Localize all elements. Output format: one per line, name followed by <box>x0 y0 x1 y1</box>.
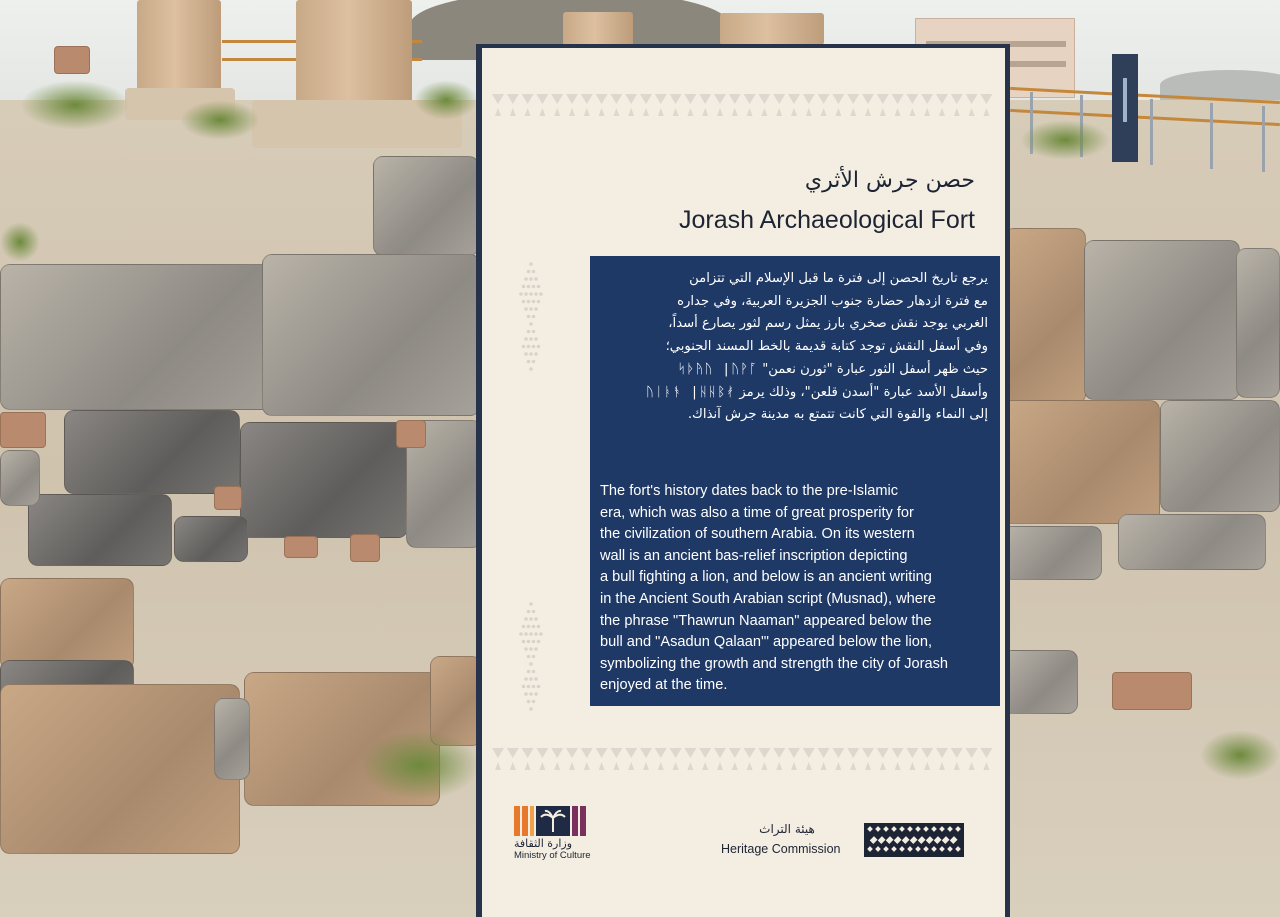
triangle-ornament <box>847 748 859 770</box>
information-sign <box>482 48 1005 917</box>
english-line: era, which was also a time of great prosperity for <box>600 504 914 521</box>
triangle-ornament <box>507 748 519 770</box>
motif-dot <box>527 685 531 689</box>
stone-block <box>240 422 408 538</box>
stone-block <box>1236 248 1280 398</box>
triangle-ornament <box>729 748 741 770</box>
sandstone-block <box>0 684 240 854</box>
brick-stack <box>54 46 90 74</box>
stone-column <box>720 13 824 45</box>
triangle-ornament <box>862 748 874 770</box>
stone-block <box>1118 514 1266 570</box>
triangle-ornament <box>684 94 696 116</box>
triangle-ornament <box>566 94 578 116</box>
triangle-ornament <box>640 748 652 770</box>
motif-dot <box>532 345 536 349</box>
triangle-ornament <box>788 748 800 770</box>
triangle-ornament <box>906 748 918 770</box>
motif-dot <box>529 307 533 311</box>
english-line: the phrase "Thawrun Naaman" appeared below the <box>600 612 932 629</box>
diamond-motif-left <box>516 598 546 718</box>
arabic-line: مع فترة ازدهار حضارة جنوب الجزيرة العربية، وفي جداره <box>677 293 988 309</box>
motif-dot <box>524 692 528 696</box>
motif-dot <box>532 270 536 274</box>
triangle-ornament <box>714 94 726 116</box>
motif-dot <box>537 345 541 349</box>
triangle-ornament <box>522 748 534 770</box>
motif-dot <box>519 292 523 296</box>
motif-dot <box>532 300 536 304</box>
motif-dot <box>527 700 531 704</box>
motif-dot <box>539 292 543 296</box>
motif-dot <box>532 700 536 704</box>
triangle-ornament <box>892 94 904 116</box>
motif-dot <box>522 625 526 629</box>
motif-dot <box>527 300 531 304</box>
motif-dot <box>534 277 538 281</box>
triangle-ornament <box>536 748 548 770</box>
triangle-ornament <box>729 94 741 116</box>
triangle-ornament <box>655 748 667 770</box>
arabic-line-text: حيث ظهر أسفل الثور عبارة "ثورن نعمن" <box>762 361 988 377</box>
heritage-name-english: Heritage Commission <box>721 842 841 856</box>
heritage-name-arabic: هيئة التراث <box>759 822 815 836</box>
triangle-ornament <box>684 748 696 770</box>
english-line: The fort's history dates back to the pre-Islamic <box>600 483 899 499</box>
motif-dot <box>529 277 533 281</box>
arabic-line <box>596 382 988 405</box>
motif-dot <box>524 647 528 651</box>
english-line: bull and "Asadun Qalaan'" appeared below the lion, <box>600 634 933 651</box>
motif-dot <box>532 655 536 659</box>
small-brick <box>214 486 242 510</box>
decorative-triangle-band <box>492 88 995 122</box>
motif-dot <box>534 677 538 681</box>
triangle-ornament <box>581 748 593 770</box>
ministry-of-culture-logo <box>514 806 602 864</box>
english-line: symbolizing the growth and strength the city of Jorash <box>600 655 948 672</box>
sign-title-arabic: حصن جرش الأثري <box>804 168 975 193</box>
motif-dot <box>532 330 536 334</box>
triangle-ornament <box>596 748 608 770</box>
info-pole <box>1112 54 1138 162</box>
ministry-name-arabic: وزارة الثقافة <box>514 837 573 850</box>
triangle-ornament <box>847 94 859 116</box>
heritage-pattern-mark <box>864 823 964 857</box>
triangle-ornament <box>536 94 548 116</box>
motif-dot <box>529 707 533 711</box>
triangle-ornament <box>699 94 711 116</box>
triangle-ornament <box>625 748 637 770</box>
grass-tuft <box>20 80 130 130</box>
motif-dot <box>529 632 533 636</box>
motif-dot <box>529 662 533 666</box>
arabic-line: وفي أسفل النقش توجد كتابة قديمة بالخط المسند الجنوبي؛ <box>665 339 988 355</box>
description-english <box>600 481 992 697</box>
motif-dot <box>529 692 533 696</box>
motif-dot <box>524 277 528 281</box>
motif-dot <box>527 670 531 674</box>
arabic-line <box>596 359 988 382</box>
motif-dot <box>534 632 538 636</box>
motif-dot <box>534 617 538 621</box>
triangle-ornament <box>773 94 785 116</box>
triangle-ornament <box>699 748 711 770</box>
stone-block <box>1004 228 1086 404</box>
triangle-ornament <box>773 748 785 770</box>
triangle-ornament <box>818 94 830 116</box>
triangle-ornament <box>832 748 844 770</box>
grass-tuft <box>1200 730 1280 780</box>
triangle-ornament <box>877 748 889 770</box>
motif-dot <box>532 610 536 614</box>
triangle-ornament <box>670 748 682 770</box>
large-stone-block <box>0 264 290 410</box>
motif-dot <box>529 617 533 621</box>
large-stone-block <box>373 156 479 256</box>
english-line: enjoyed at the time. <box>600 677 728 694</box>
grass-tuft <box>1020 120 1110 160</box>
triangle-ornament <box>788 94 800 116</box>
musnad-script-bull: ᛋᚦᚤᚢ |ᚢᚹᚪ <box>677 361 758 377</box>
triangle-ornament <box>551 748 563 770</box>
motif-dot <box>527 655 531 659</box>
triangle-ornament <box>862 94 874 116</box>
motif-dot <box>532 285 536 289</box>
motif-dot <box>532 625 536 629</box>
decorative-triangle-band <box>492 742 995 776</box>
triangle-ornament <box>744 748 756 770</box>
triangle-ornament <box>670 94 682 116</box>
motif-dot <box>522 640 526 644</box>
triangle-ornament <box>566 748 578 770</box>
english-line: the civilization of southern Arabia. On its western <box>600 526 915 543</box>
triangle-ornament <box>966 94 978 116</box>
motif-dot <box>537 300 541 304</box>
motif-dot <box>524 677 528 681</box>
triangle-ornament <box>951 94 963 116</box>
triangle-ornament <box>714 748 726 770</box>
triangle-ornament <box>655 94 667 116</box>
triangle-ornament <box>832 94 844 116</box>
triangle-ornament <box>951 748 963 770</box>
triangle-ornament <box>966 748 978 770</box>
motif-dot <box>524 307 528 311</box>
motif-dot <box>527 345 531 349</box>
motif-dot <box>524 352 528 356</box>
motif-dot <box>529 647 533 651</box>
motif-dot <box>529 337 533 341</box>
motif-dot <box>529 292 533 296</box>
triangle-ornament <box>610 94 622 116</box>
triangle-ornament <box>980 94 992 116</box>
motif-dot <box>529 322 533 326</box>
stone-column <box>563 12 633 46</box>
stone-block <box>214 698 250 780</box>
heritage-commission-logo <box>718 822 970 860</box>
small-brick <box>1112 672 1192 710</box>
stone-block <box>1002 650 1078 714</box>
small-brick <box>0 412 46 448</box>
grass-tuft <box>360 730 480 800</box>
arabic-line-text: وأسفل الأسد عبارة "أسدن قلعن"، وذلك يرمز <box>739 384 988 400</box>
motif-dot <box>524 617 528 621</box>
sign-title-english: Jorash Archaeological Fort <box>679 206 975 234</box>
motif-dot <box>534 647 538 651</box>
triangle-ornament <box>596 94 608 116</box>
small-brick <box>350 534 380 562</box>
triangle-ornament <box>980 748 992 770</box>
railing-post <box>1262 106 1265 172</box>
motif-dot <box>527 360 531 364</box>
stone-column <box>137 0 221 92</box>
description-arabic <box>596 268 988 427</box>
railing-post <box>1150 99 1153 165</box>
stone-block <box>1084 240 1240 400</box>
triangle-ornament <box>803 748 815 770</box>
triangle-ornament <box>551 94 563 116</box>
triangle-ornament <box>921 94 933 116</box>
stone-block <box>0 450 40 506</box>
motif-dot <box>524 292 528 296</box>
triangle-ornament <box>921 748 933 770</box>
triangle-ornament <box>818 748 830 770</box>
motif-dot <box>534 692 538 696</box>
motif-dot <box>534 292 538 296</box>
arabic-line: يرجع تاريخ الحصن إلى فترة ما قبل الإسلام التي تتزامن <box>689 271 988 286</box>
small-brick <box>284 536 318 558</box>
motif-dot <box>522 345 526 349</box>
small-brick <box>396 420 426 448</box>
english-line: wall is an ancient bas-relief inscription depicting <box>600 547 908 564</box>
musnad-script-lion: ᚢᛁᚭᚬ |ᚺᚺᛒᚯ <box>645 384 736 400</box>
motif-dot <box>524 632 528 636</box>
motif-dot <box>532 670 536 674</box>
triangle-ornament <box>758 94 770 116</box>
motif-dot <box>527 330 531 334</box>
large-stone-block <box>262 254 480 416</box>
triangle-ornament <box>744 94 756 116</box>
triangle-ornament <box>610 748 622 770</box>
triangle-ornament <box>492 748 504 770</box>
motif-dot <box>534 337 538 341</box>
stone-block <box>174 516 248 562</box>
stone-block <box>1002 526 1102 580</box>
triangle-ornament <box>581 94 593 116</box>
ministry-name-english: Ministry of Culture <box>514 850 591 861</box>
motif-dot <box>522 285 526 289</box>
motif-dot <box>529 677 533 681</box>
motif-dot <box>532 360 536 364</box>
triangle-ornament <box>877 94 889 116</box>
triangle-ornament <box>892 748 904 770</box>
motif-dot <box>534 352 538 356</box>
motif-dot <box>539 632 543 636</box>
motif-dot <box>519 632 523 636</box>
motif-dot <box>522 300 526 304</box>
triangle-ornament <box>522 94 534 116</box>
triangle-ornament <box>758 748 770 770</box>
motif-dot <box>534 307 538 311</box>
motif-dot <box>529 352 533 356</box>
motif-dot <box>529 367 533 371</box>
motif-dot <box>537 625 541 629</box>
railing-post <box>1210 103 1213 169</box>
motif-dot <box>527 270 531 274</box>
english-line: in the Ancient South Arabian script (Musnad), where <box>600 590 936 607</box>
motif-dot <box>524 337 528 341</box>
triangle-ornament <box>936 748 948 770</box>
stone-block <box>1160 400 1280 512</box>
english-line: a bull fighting a lion, and below is an ancient writing <box>600 569 932 586</box>
motif-dot <box>532 315 536 319</box>
motif-dot <box>527 625 531 629</box>
stone-column <box>296 0 412 104</box>
triangle-ornament <box>803 94 815 116</box>
triangle-ornament <box>640 94 652 116</box>
triangle-ornament <box>936 94 948 116</box>
triangle-ornament <box>492 94 504 116</box>
text-panel <box>590 256 1000 706</box>
triangle-ornament <box>507 94 519 116</box>
grass-tuft <box>0 222 40 262</box>
motif-dot <box>532 640 536 644</box>
motif-dot <box>522 685 526 689</box>
grass-tuft <box>180 100 260 140</box>
motif-dot <box>527 640 531 644</box>
stone-block <box>1002 400 1160 524</box>
motif-dot <box>532 685 536 689</box>
motif-dot <box>537 640 541 644</box>
motif-dot <box>537 285 541 289</box>
motif-dot <box>537 685 541 689</box>
diamond-motif-left <box>516 258 546 378</box>
grass-tuft <box>414 80 478 120</box>
motif-dot <box>529 602 533 606</box>
ministry-logo-mark <box>514 806 602 836</box>
triangle-ornament <box>906 94 918 116</box>
arabic-line: إلى النماء والقوة التي كانت تتمتع به مدينة جرش آنذاك. <box>687 407 988 423</box>
sandstone-block <box>0 578 134 670</box>
motif-dot <box>527 610 531 614</box>
arabic-line: الغربي يوجد نقش صخري بارز يمثل رسم لثور يصارع أسداً، <box>668 316 988 332</box>
stone-block <box>64 410 240 494</box>
motif-dot <box>527 315 531 319</box>
motif-dot <box>529 262 533 266</box>
stone-block <box>28 494 172 566</box>
triangle-ornament <box>625 94 637 116</box>
motif-dot <box>527 285 531 289</box>
